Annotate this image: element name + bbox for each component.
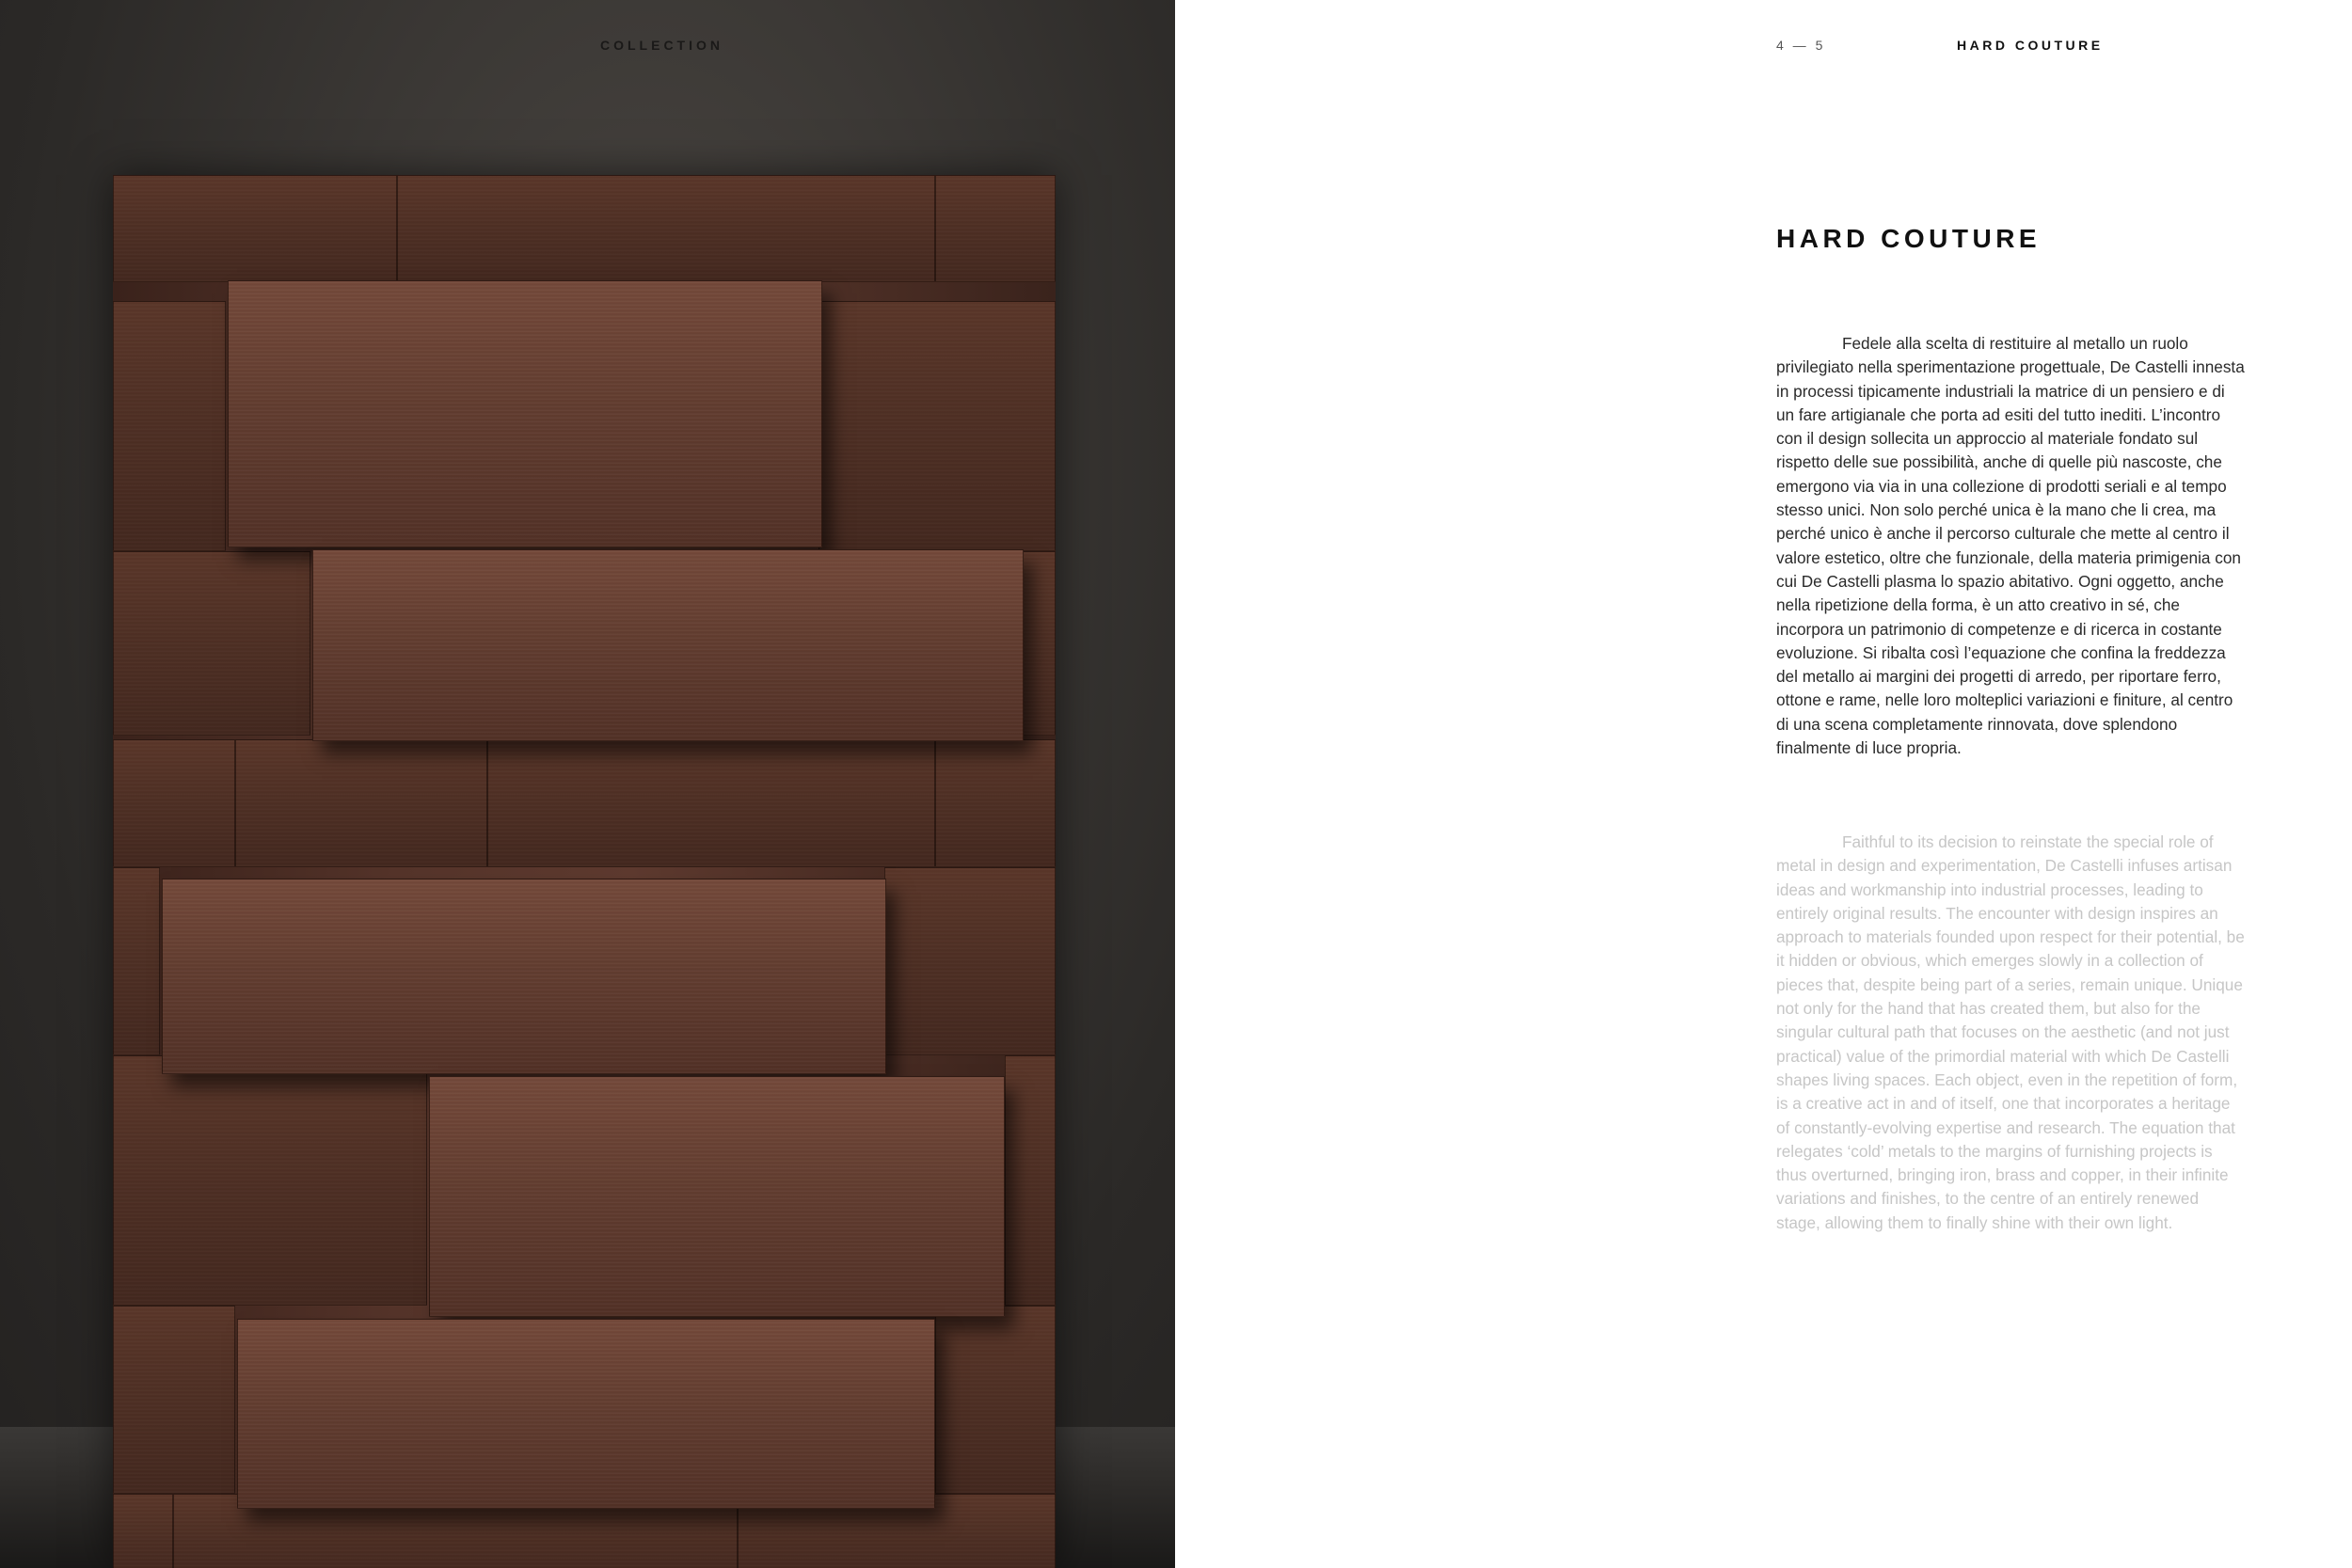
dresser-panel [397,175,935,282]
drawer-front [228,280,822,547]
drawer-front [162,879,886,1074]
dresser-panel [113,1494,173,1568]
paragraph-italian: Fedele alla scelta di restituire al metallo un ruolo privilegiato nella sperimentazione progettuale, De Castelli innesta in processi tipicamente industriali la matrice di un pensiero e di un fare artigianale che porta ad esiti del tutto inediti. L’incontro con il design sollecita un approccio al materiale fondato sul rispetto delle sue possibilità, anche di quelle più nascoste, che emergono via via in una collezione di prodotti seriali e al tempo stesso unici. Non solo perché unica è la mano che li crea, ma perché unico è anche il percorso culturale che mette al centro il valore estetico, oltre che funzionale, della materia primigenia con cui De Castelli plasma lo spazio abitativo. Ogni oggetto, anche nella ripetizione della forma, è un atto creativo in sé, che incorpora un patrimonio di competenze e di ricerca in costante evoluzione. Si ribalta così l’equazione che confina la freddezza del metallo ai margini dei progetti di arredo, per riportare ferro, ottone e rame, nelle loro molteplici variazioni e finiture, al centro di una scena completamente rinnovata, dove splendono finalmente di luce propria. [1776,334,2245,758]
dresser-panel [113,1306,235,1494]
drawer-front [312,549,1024,741]
paragraph-english: Faithful to its decision to reinstate the special role of metal in design and experimentation, De Castelli infuses artisan ideas and workmanship into industrial processes, leading to entirely original results. The encounter with design inspires an approach to materials founded upon respect for their potential, be it hidden or obvious, which emerges slowly in a collection of pieces that, despite being part of a series, remain unique. Unique not only for the hand that has created them, but also for the singular cultural path that focuses on the aesthetic (and not just practical) value of the primordial material with which De Castelli shapes living spaces. Each object, even in the repetition of form, is a creative act in and of itself, one that incorporates a heritage of constantly-evolving expertise and research. The equation that relegates ‘cold’ metals to the margins of furnishing projects is thus overturned, bringing iron, brass and copper, in their infinite variations and finishes, to the centre of an entirely renewed stage, allowing them to finally shine with their own light. [1776,832,2245,1232]
dresser-panel [884,867,1056,1055]
dresser-panel [113,301,226,551]
dresser-panel [935,1306,1056,1494]
dresser-panel [935,739,1056,867]
dresser-panel [235,739,487,867]
page-number: 4 — 5 [1776,38,1826,53]
dresser-panel [935,175,1056,282]
dresser-panel [1005,1055,1056,1306]
dresser-panel [818,301,1056,551]
dresser-panel [113,551,310,736]
drawer-front [237,1319,935,1509]
dresser-panel [487,739,935,867]
dresser-panel [113,1055,427,1306]
running-header-left: COLLECTION [600,38,723,53]
drawer-front [429,1076,1005,1317]
left-page-photo [0,0,1175,1568]
section-title: HARD COUTURE [1776,224,2042,253]
dresser-panel [113,739,235,867]
copper-dresser-image [113,175,1056,1568]
running-header-right: HARD COUTURE [1957,38,2104,53]
dresser-panel [113,175,397,282]
right-page-text [1176,0,2352,1568]
dresser-panel [113,867,160,1055]
